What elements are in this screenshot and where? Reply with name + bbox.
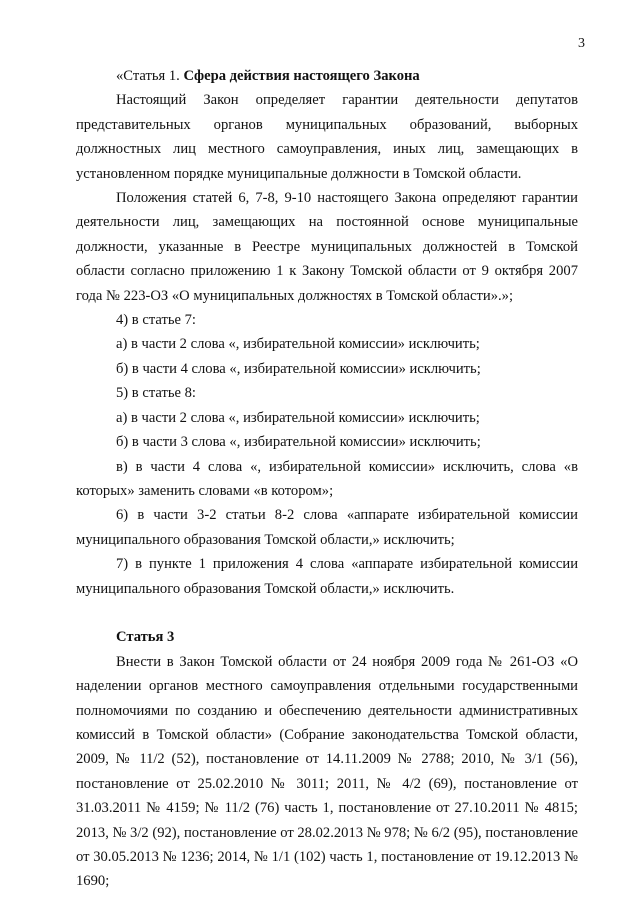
article-1-title: Сфера действия настоящего Закона [183,68,420,84]
list-item-7: 7) в пункте 1 приложения 4 слова «аппарате избирательной комиссии муниципального образования Томской области,» исключить. [76,556,578,597]
list-item-4a: а) в части 2 слова «, избирательной комиссии» исключить; [116,336,480,353]
list-item-5b: б) в части 3 слова «, избирательной комиссии» исключить; [116,434,481,451]
article-3-text: Внести в Закон Томской области от 24 ноября 2009 года № 261-ОЗ «О наделении органов местного самоуправления отдельными государственными полномочиями по созданию и обеспечению деятельности административных комиссий в Томской области» (Собрание законодательства Томской области, 2009, № 11/2 (52), постановление от 14.11.2009 № 2788; 2010, № 3/1 (56), постановление от 25.02.2010 № 3011; 2011, № 4/2 (69), постановление от 31.03.2011 № 4159; № 11/2 (76) часть 1, постановление от 27.10.2011 № 4815; 2013, № 3/2 (92), постановление от 28.02.2013 № 978; № 6/2 (95), постановление от 30.05.2013 № 1236; 2014, № 1/1 (102) часть 1, постановление от 19.12.2013 № 1690; [76,653,578,890]
article-3-heading: Статья 3 [116,629,175,646]
spacer [76,601,578,625]
list-item-5: 5) в статье 8: [116,385,196,402]
page-number: 3 [578,36,585,51]
list-item-4b: б) в части 4 слова «, избирательной комиссии» исключить; [116,360,481,377]
list-item-5v: в) в части 4 слова «, избирательной комиссии» исключить, слова «в которых» заменить словами «в котором»; [76,458,578,499]
article-1-paragraph-2: Положения статей 6, 7-8, 9-10 настоящего Закона определяют гарантии деятельности лиц, замещающих на постоянной основе муниципальные должности, указанные в Реестре муниципальных должностей в Томской области согласно приложению 1 к Закону Томской области от 9 октября 2007 года № 223-ОЗ «О муниципальных должностях в Томской области».»; [76,190,578,304]
article-1-heading [76,64,578,88]
list-item-5a: а) в части 2 слова «, избирательной комиссии» исключить; [116,409,480,426]
article-1-prefix: «Статья 1. [116,68,184,84]
article-1-paragraph-1: Настоящий Закон определяет гарантии деятельности депутатов представительных органов муниципальных образований, выборных должностных лиц местного самоуправления, иных лиц, замещающих в установленном порядке муниципальные должности в Томской области. [76,92,578,182]
document-body [76,64,578,894]
list-item-4: 4) в статье 7: [116,312,196,329]
list-item-6: 6) в части 3-2 статьи 8-2 слова «аппарате избирательной комиссии муниципального образования Томской области,» исключить; [76,507,578,548]
